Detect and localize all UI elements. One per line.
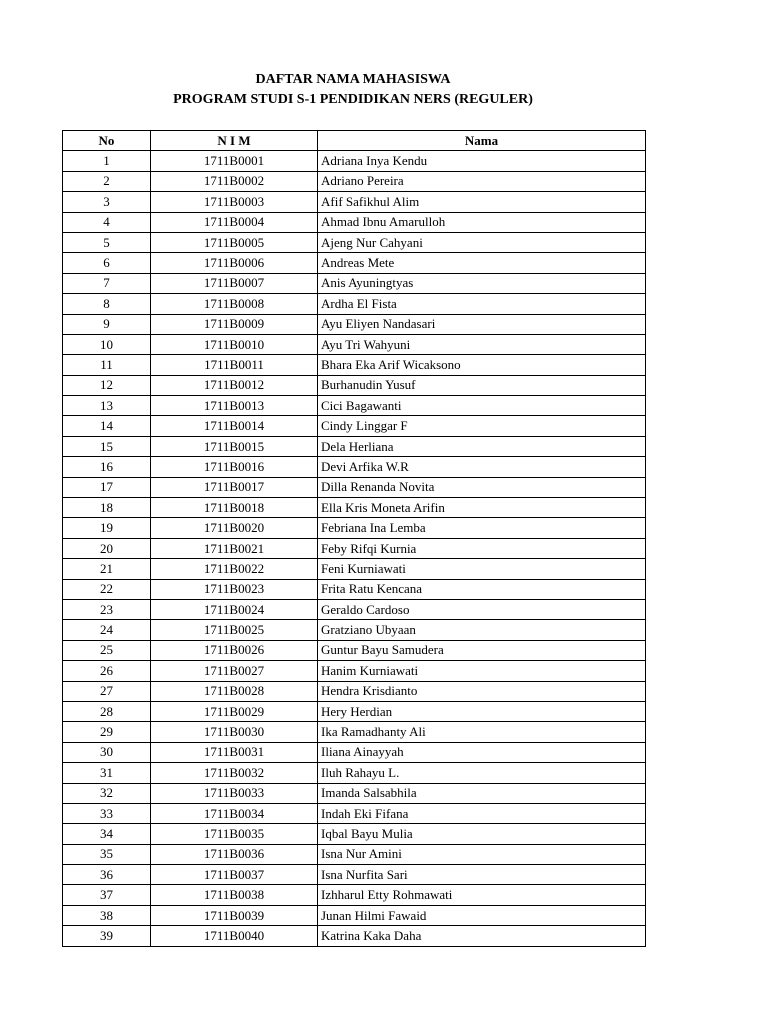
row-number: 21 <box>63 559 151 579</box>
student-nim: 1711B0026 <box>151 640 318 660</box>
row-number: 4 <box>63 212 151 232</box>
student-name: Guntur Bayu Samudera <box>318 640 646 660</box>
student-name: Ella Kris Moneta Arifin <box>318 498 646 518</box>
table-row <box>63 885 646 905</box>
table-row <box>63 518 646 538</box>
student-name: Iqbal Bayu Mulia <box>318 824 646 844</box>
row-number: 8 <box>63 294 151 314</box>
row-number: 35 <box>63 844 151 864</box>
row-number: 18 <box>63 498 151 518</box>
student-name: Anis Ayuningtyas <box>318 273 646 293</box>
table-row <box>63 436 646 456</box>
student-name: Imanda Salsabhila <box>318 783 646 803</box>
student-nim: 1711B0018 <box>151 498 318 518</box>
student-nim: 1711B0036 <box>151 844 318 864</box>
table-row <box>63 355 646 375</box>
row-number: 19 <box>63 518 151 538</box>
row-number: 22 <box>63 579 151 599</box>
student-name: Hery Herdian <box>318 701 646 721</box>
student-nim: 1711B0027 <box>151 661 318 681</box>
student-name: Dela Herliana <box>318 436 646 456</box>
student-name: Bhara Eka Arif Wicaksono <box>318 355 646 375</box>
table-row <box>63 579 646 599</box>
table-row <box>63 375 646 395</box>
row-number: 13 <box>63 396 151 416</box>
row-number: 33 <box>63 803 151 823</box>
student-nim: 1711B0023 <box>151 579 318 599</box>
student-nim: 1711B0028 <box>151 681 318 701</box>
table-row <box>63 803 646 823</box>
student-name: Gratziano Ubyaan <box>318 620 646 640</box>
row-number: 37 <box>63 885 151 905</box>
student-name: Junan Hilmi Fawaid <box>318 905 646 925</box>
row-number: 28 <box>63 701 151 721</box>
student-nim: 1711B0013 <box>151 396 318 416</box>
student-nim: 1711B0039 <box>151 905 318 925</box>
header-nim: N I M <box>151 131 318 151</box>
student-nim: 1711B0011 <box>151 355 318 375</box>
row-number: 26 <box>63 661 151 681</box>
student-nim: 1711B0040 <box>151 926 318 946</box>
row-number: 3 <box>63 192 151 212</box>
table-row <box>63 763 646 783</box>
student-name: Indah Eki Fifana <box>318 803 646 823</box>
row-number: 9 <box>63 314 151 334</box>
student-name: Adriano Pereira <box>318 171 646 191</box>
row-number: 11 <box>63 355 151 375</box>
table-row <box>63 314 646 334</box>
student-name: Iluh Rahayu L. <box>318 763 646 783</box>
student-nim: 1711B0029 <box>151 701 318 721</box>
title-line-1: DAFTAR NAMA MAHASISWA <box>255 72 451 87</box>
student-name: Feby Rifqi Kurnia <box>318 538 646 558</box>
student-nim: 1711B0002 <box>151 171 318 191</box>
table-row <box>63 171 646 191</box>
table-row <box>63 396 646 416</box>
row-number: 20 <box>63 538 151 558</box>
student-name: Izhharul Etty Rohmawati <box>318 885 646 905</box>
student-name: Frita Ratu Kencana <box>318 579 646 599</box>
student-name: Ardha El Fista <box>318 294 646 314</box>
header-no: No <box>63 131 151 151</box>
row-number: 17 <box>63 477 151 497</box>
student-nim: 1711B0020 <box>151 518 318 538</box>
student-nim: 1711B0035 <box>151 824 318 844</box>
student-name: Ika Ramadhanty Ali <box>318 722 646 742</box>
table-row <box>63 232 646 252</box>
row-number: 16 <box>63 457 151 477</box>
table-row <box>63 457 646 477</box>
document-title <box>0 70 706 110</box>
student-name: Dilla Renanda Novita <box>318 477 646 497</box>
table-body <box>63 151 646 946</box>
table-row <box>63 498 646 518</box>
row-number: 6 <box>63 253 151 273</box>
row-number: 39 <box>63 926 151 946</box>
student-nim: 1711B0007 <box>151 273 318 293</box>
row-number: 1 <box>63 151 151 171</box>
student-name: Hendra Krisdianto <box>318 681 646 701</box>
table-row <box>63 559 646 579</box>
row-number: 15 <box>63 436 151 456</box>
row-number: 10 <box>63 334 151 354</box>
table-header-row <box>63 131 646 151</box>
student-nim: 1711B0025 <box>151 620 318 640</box>
table-row <box>63 722 646 742</box>
row-number: 32 <box>63 783 151 803</box>
student-nim: 1711B0031 <box>151 742 318 762</box>
student-name: Katrina Kaka Daha <box>318 926 646 946</box>
student-name: Cici Bagawanti <box>318 396 646 416</box>
table-row <box>63 334 646 354</box>
student-name: Febriana Ina Lemba <box>318 518 646 538</box>
student-nim: 1711B0030 <box>151 722 318 742</box>
table-row <box>63 538 646 558</box>
student-nim: 1711B0008 <box>151 294 318 314</box>
student-nim: 1711B0032 <box>151 763 318 783</box>
student-nim: 1711B0006 <box>151 253 318 273</box>
row-number: 29 <box>63 722 151 742</box>
row-number: 27 <box>63 681 151 701</box>
student-nim: 1711B0024 <box>151 599 318 619</box>
row-number: 12 <box>63 375 151 395</box>
row-number: 36 <box>63 865 151 885</box>
table-row <box>63 701 646 721</box>
table-row <box>63 640 646 660</box>
row-number: 2 <box>63 171 151 191</box>
student-name: Adriana Inya Kendu <box>318 151 646 171</box>
student-name: Isna Nurfita Sari <box>318 865 646 885</box>
title-line-2: PROGRAM STUDI S-1 PENDIDIKAN NERS (REGULER) <box>173 92 533 107</box>
table-row <box>63 294 646 314</box>
table-row <box>63 824 646 844</box>
student-name: Devi Arfika W.R <box>318 457 646 477</box>
table-row <box>63 212 646 232</box>
row-number: 7 <box>63 273 151 293</box>
student-nim: 1711B0037 <box>151 865 318 885</box>
student-name: Ayu Tri Wahyuni <box>318 334 646 354</box>
student-name: Andreas Mete <box>318 253 646 273</box>
student-nim: 1711B0014 <box>151 416 318 436</box>
table-row <box>63 865 646 885</box>
student-name: Isna Nur Amini <box>318 844 646 864</box>
table-row <box>63 253 646 273</box>
student-table <box>62 130 646 947</box>
student-nim: 1711B0012 <box>151 375 318 395</box>
row-number: 14 <box>63 416 151 436</box>
student-nim: 1711B0034 <box>151 803 318 823</box>
table-row <box>63 905 646 925</box>
row-number: 34 <box>63 824 151 844</box>
student-nim: 1711B0033 <box>151 783 318 803</box>
student-name: Ayu Eliyen Nandasari <box>318 314 646 334</box>
table-row <box>63 477 646 497</box>
student-name: Cindy Linggar F <box>318 416 646 436</box>
student-name: Geraldo Cardoso <box>318 599 646 619</box>
student-nim: 1711B0017 <box>151 477 318 497</box>
row-number: 23 <box>63 599 151 619</box>
student-name: Ajeng Nur Cahyani <box>318 232 646 252</box>
student-name: Afif Safikhul Alim <box>318 192 646 212</box>
student-nim: 1711B0010 <box>151 334 318 354</box>
student-name: Feni Kurniawati <box>318 559 646 579</box>
student-nim: 1711B0004 <box>151 212 318 232</box>
table-row <box>63 620 646 640</box>
row-number: 30 <box>63 742 151 762</box>
table-row <box>63 783 646 803</box>
student-nim: 1711B0001 <box>151 151 318 171</box>
table-row <box>63 273 646 293</box>
student-name: Burhanudin Yusuf <box>318 375 646 395</box>
student-nim: 1711B0003 <box>151 192 318 212</box>
header-nama: Nama <box>318 131 646 151</box>
student-nim: 1711B0022 <box>151 559 318 579</box>
row-number: 25 <box>63 640 151 660</box>
student-nim: 1711B0009 <box>151 314 318 334</box>
student-nim: 1711B0005 <box>151 232 318 252</box>
row-number: 31 <box>63 763 151 783</box>
row-number: 5 <box>63 232 151 252</box>
table-row <box>63 192 646 212</box>
student-nim: 1711B0015 <box>151 436 318 456</box>
student-nim: 1711B0021 <box>151 538 318 558</box>
student-name: Hanim Kurniawati <box>318 661 646 681</box>
row-number: 38 <box>63 905 151 925</box>
row-number: 24 <box>63 620 151 640</box>
student-name: Iliana Ainayyah <box>318 742 646 762</box>
table-row <box>63 599 646 619</box>
student-nim: 1711B0016 <box>151 457 318 477</box>
table-row <box>63 926 646 946</box>
table-row <box>63 742 646 762</box>
table-row <box>63 151 646 171</box>
table-row <box>63 844 646 864</box>
table-row <box>63 416 646 436</box>
student-name: Ahmad Ibnu Amarulloh <box>318 212 646 232</box>
student-nim: 1711B0038 <box>151 885 318 905</box>
table-row <box>63 681 646 701</box>
table-row <box>63 661 646 681</box>
